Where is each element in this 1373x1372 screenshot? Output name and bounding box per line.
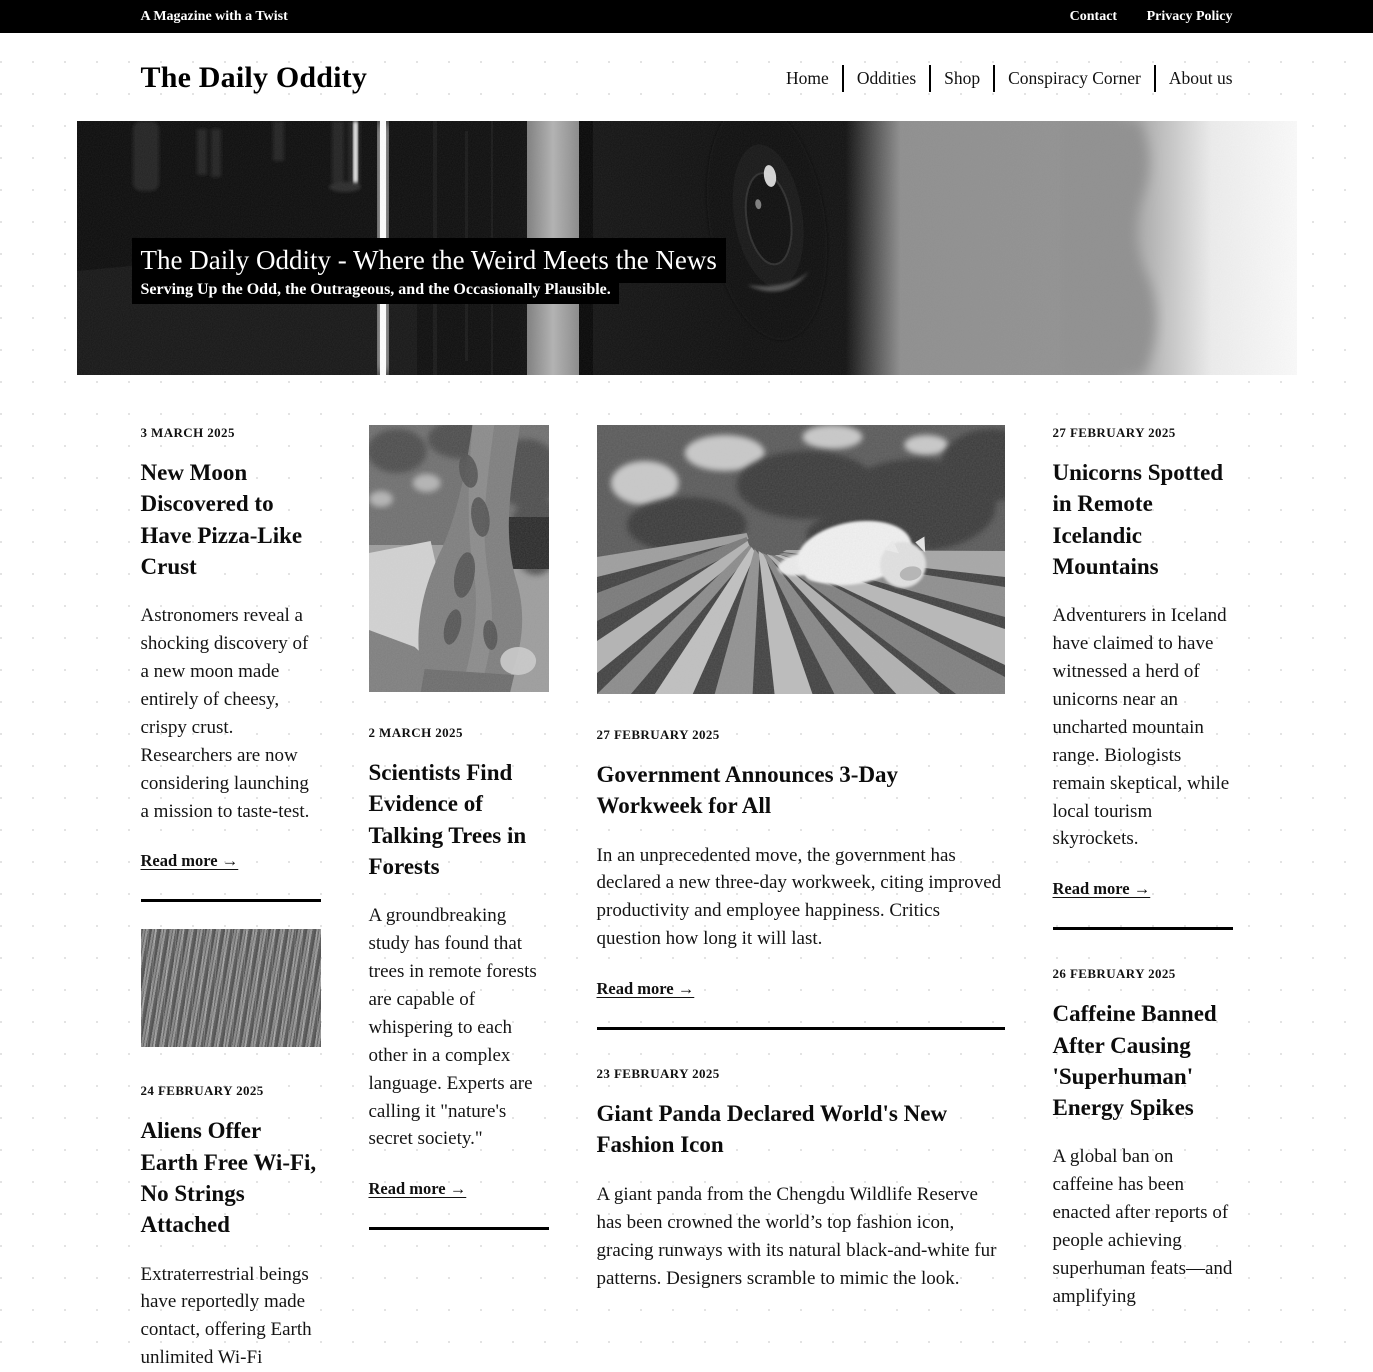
article-excerpt: A global ban on caffeine has been enacted after reports of people achieving superhuman feats—and amplifying <box>1053 1143 1233 1311</box>
article-date: 2 MARCH 2025 <box>369 725 549 741</box>
hero-subtitle: Serving Up the Odd, the Outrageous, and the Occasionally Plausible. <box>132 282 726 298</box>
grid-column-1 <box>141 425 321 1372</box>
article-card <box>369 725 549 1230</box>
article-title[interactable]: Unicorns Spotted in Remote Icelandic Mountains <box>1053 457 1233 582</box>
hero-banner <box>77 121 1297 375</box>
article-date: 24 FEBRUARY 2025 <box>141 1083 321 1099</box>
grid-column-3 <box>597 425 1005 1292</box>
article-divider <box>1053 927 1233 930</box>
nav-item-conspiracy-corner[interactable]: Conspiracy Corner <box>1008 68 1141 89</box>
nav-separator <box>842 65 844 92</box>
topbar-link-contact[interactable]: Contact <box>1070 9 1117 24</box>
read-more-link[interactable]: Read more → <box>597 979 695 999</box>
cat-photo <box>597 425 1005 694</box>
read-more-link[interactable]: Read more → <box>141 851 239 871</box>
article-date: 3 MARCH 2025 <box>141 425 321 441</box>
article-date: 27 FEBRUARY 2025 <box>597 727 1005 743</box>
article-divider <box>141 899 321 902</box>
article-divider <box>369 1227 549 1230</box>
topbar <box>0 0 1373 33</box>
article-excerpt: Adventurers in Iceland have claimed to have witnessed a herd of unicorns near an uncharted mountain range. Biologists remain skeptical, while local tourism skyrockets. <box>1053 602 1233 853</box>
grid-column-4 <box>1053 425 1233 1311</box>
topbar-link-privacy-policy[interactable]: Privacy Policy <box>1147 9 1233 24</box>
article-thumbnail-tree[interactable] <box>369 425 549 692</box>
tree-photo <box>369 425 549 692</box>
article-title[interactable]: New Moon Discovered to Have Pizza-Like Crust <box>141 457 321 582</box>
article-excerpt: Astronomers reveal a shocking discovery of a new moon made entirely of cheesy, crispy crust. Researchers are now considering launching a mission to taste-test. <box>141 602 321 825</box>
article-title[interactable]: Government Announces 3-Day Workweek for All <box>597 759 1005 822</box>
article-date: 26 FEBRUARY 2025 <box>1053 966 1233 982</box>
nav-separator <box>993 65 995 92</box>
hero-text-overlay <box>132 247 726 298</box>
nav-separator <box>929 65 931 92</box>
article-thumbnail-fur[interactable] <box>141 929 321 1047</box>
topbar-links <box>1044 9 1233 25</box>
hero-title: The Daily Oddity - Where the Weird Meets the News <box>132 247 726 274</box>
article-card <box>597 1066 1005 1292</box>
site-header <box>0 33 1373 121</box>
article-card <box>141 425 321 902</box>
article-excerpt: In an unprecedented move, the government has declared a new three-day workweek, citing improved productivity and employee happiness. Critics question how long it will last. <box>597 842 1005 954</box>
article-excerpt: Extraterrestrial beings have reportedly made contact, offering Earth unlimited Wi-Fi <box>141 1261 321 1372</box>
read-more-link[interactable]: Read more → <box>369 1179 467 1199</box>
read-more-link[interactable]: Read more → <box>1053 879 1151 899</box>
article-title[interactable]: Aliens Offer Earth Free Wi-Fi, No Strings Attached <box>141 1115 321 1240</box>
article-title[interactable]: Caffeine Banned After Causing 'Superhuman' Energy Spikes <box>1053 998 1233 1123</box>
article-divider <box>597 1027 1005 1030</box>
site-tagline: A Magazine with a Twist <box>141 9 288 25</box>
site-title[interactable]: The Daily Oddity <box>141 61 368 95</box>
article-date: 27 FEBRUARY 2025 <box>1053 425 1233 441</box>
article-card <box>597 727 1005 1030</box>
article-thumbnail-cat[interactable] <box>597 425 1005 694</box>
article-title[interactable]: Giant Panda Declared World's New Fashion Icon <box>597 1098 1005 1161</box>
article-card <box>141 1083 321 1372</box>
main-nav <box>786 65 1232 92</box>
nav-item-oddities[interactable]: Oddities <box>857 68 916 89</box>
articles-grid <box>141 425 1233 1372</box>
nav-item-home[interactable]: Home <box>786 68 829 89</box>
article-excerpt: A groundbreaking study has found that trees in remote forests are capable of whispering to each other in a complex language. Experts are calling it "nature's secret society." <box>369 902 549 1153</box>
article-date: 23 FEBRUARY 2025 <box>597 1066 1005 1082</box>
article-card <box>1053 966 1233 1311</box>
article-title[interactable]: Scientists Find Evidence of Talking Trees in Forests <box>369 757 549 882</box>
grid-column-2 <box>369 425 549 1230</box>
article-card <box>1053 425 1233 930</box>
nav-item-about-us[interactable]: About us <box>1169 68 1233 89</box>
article-excerpt: A giant panda from the Chengdu Wildlife Reserve has been crowned the world’s top fashion icon, gracing runways with its natural black-and-white fur patterns. Designers scramble to mimic the look. <box>597 1181 1005 1293</box>
nav-item-shop[interactable]: Shop <box>944 68 980 89</box>
nav-separator <box>1154 65 1156 92</box>
